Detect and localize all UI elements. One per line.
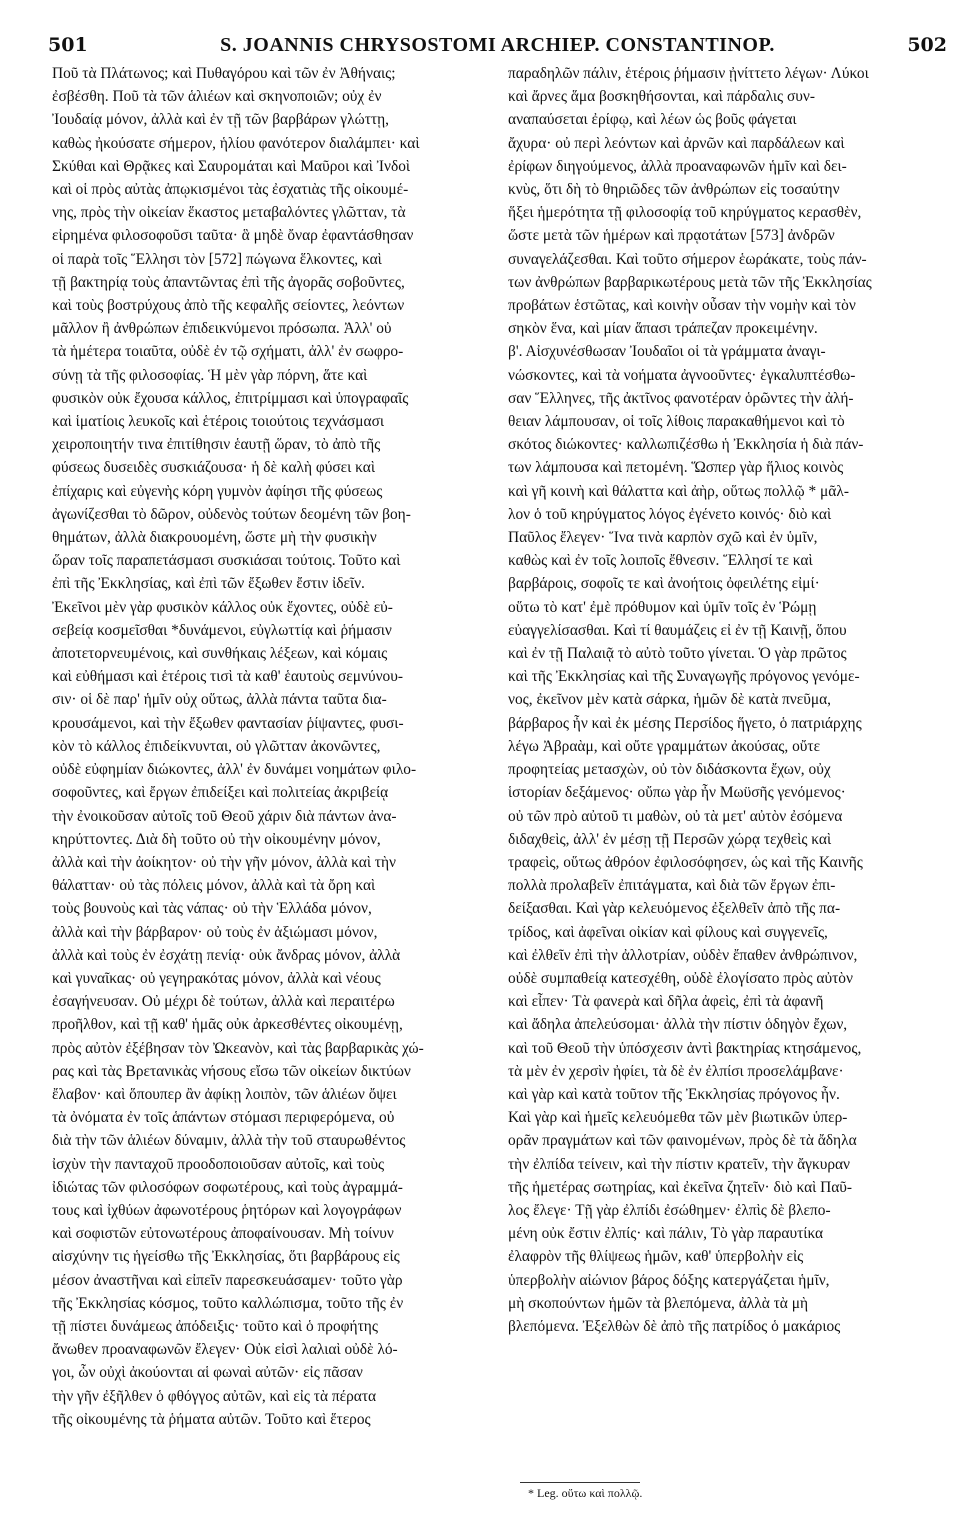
text-line: γοι, ὧν οὐχὶ ἀκούονται αἱ φωναὶ αὐτῶν· εἰς πᾶσαν (52, 1364, 363, 1382)
text-line: καὶ γῆ κοινὴ καὶ θάλαττα καὶ ἀὴρ, οὕτως πολλῷ * μᾶλ- (508, 482, 849, 500)
text-line: καὶ γὰρ καὶ κατὰ τοῦτον τῆς Ἐκκλησίας πρόγονος ἦν. (508, 1085, 840, 1103)
text-line: τὰ ὀνόματα ἐν τοῖς ἁπάντων στόμασι περιφερόμενα, οὐ (52, 1109, 395, 1127)
text-line: σηκὸν ἕνα, καὶ μίαν ἅπασι τράπεζαν προκειμένην. (508, 320, 818, 338)
text-line: τὴν γῆν ἐξῆλθεν ὁ φθόγγος αὐτῶν, καὶ εἰς τὰ πέρατα (52, 1387, 377, 1405)
text-line: μᾶλλον ἢ ἀνθρώπων ἐπιδεικνύμενοι πρόσωπα. Ἀλλ' οὐ (52, 320, 392, 338)
text-line: ἰσχὺν τὴν πανταχοῦ προοδοποιοῦσαν αὐτοῖς, καὶ τοὺς (52, 1155, 385, 1173)
text-line: νης, πρὸς τὴν οἰκείαν ἕκαστος μεταβαλόντες γλῶτταν, τὰ (52, 204, 406, 222)
right-text-column (508, 62, 948, 1338)
text-line: σύνῃ τὰ τῆς φιλοσοφίας. Ἡ μὲν γὰρ πόρνη, ἅτε καὶ (52, 366, 368, 384)
text-line: οὐδὲ συμπαθείᾳ κατεσχέθη, οὐδὲ ἐλογίσατο πρὸς αὐτὸν (508, 969, 853, 987)
text-line: τῆς οἰκουμένης τὰ ῥήματα αὐτῶν. Τοῦτο καὶ ἕτερος (52, 1410, 371, 1428)
text-line: ἥξει ἡμερότητα τῇ φιλοσοφίᾳ τοῦ κηρύγματος κερασθὲν, (508, 204, 862, 222)
page-header (48, 34, 947, 64)
text-line: φύσεως δυσειδὲς συσκιάζουσα· ἡ δὲ καλὴ φύσει καὶ (52, 459, 375, 477)
text-line: των ἀνθρώπων βαρβαρικωτέρους μετὰ τῶν τῆς Ἐκκλησίας (508, 273, 872, 291)
text-line: τους καὶ ἰχθύων ἀφωνοτέρους ῥητόρων καὶ λογογράφων (52, 1201, 402, 1219)
running-title: S. JOANNIS CHRYSOSTOMI ARCHIEP. CONSTANTINOP. (220, 34, 775, 56)
text-line: Σκύθαι καὶ Θρᾷκες καὶ Σαυρομάται καὶ Μαῦροι καὶ Ἰνδοὶ (52, 157, 411, 175)
left-page-number: 501 (48, 34, 88, 56)
text-line: τρίδος, καὶ ἀφεῖναι οἰκίαν καὶ φίλους καὶ συγγενεῖς, (508, 923, 828, 941)
text-line: ὥραν τοῖς παραπετάσμασι συσκιάσαι τούτοις. Τοῦτο καὶ (52, 552, 401, 570)
text-line: τὴν ἐνοικοῦσαν αὐτοῖς τοῦ Θεοῦ χάριν διὰ πάντων ἀνα- (52, 807, 397, 825)
text-line: ἐσαγήνευσαν. Οὐ μέχρι δὲ τούτων, ἀλλὰ καὶ περαιτέρω (52, 993, 395, 1011)
text-line: ἀποτετορνευμένοις, καὶ συνθήκαις λέξεων, καὶ κόμαις (52, 645, 388, 663)
text-line: διδαχθεὶς, ἀλλ' ἐν μέσῃ τῇ Περσῶν χώρᾳ τεχθεὶς καὶ (508, 830, 832, 848)
text-line: καὶ ἐν τῇ Παλαιᾷ τὸ αὐτὸ τοῦτο γίνεται. Ὁ γὰρ πρῶτος (508, 645, 847, 663)
text-line: βάρβαρος ἦν καὶ ἐκ μέσης Περσίδος ἥγετο, ὁ πατριάρχης (508, 714, 862, 732)
text-line: ἄχυρα· οὐ περὶ λεόντων καὶ ἀρνῶν καὶ παρδάλεων καὶ (508, 134, 845, 152)
text-line: αναπαύσεται ἐρίφῳ, καὶ λέων ὡς βοῦς φάγεται (508, 111, 797, 129)
text-line: σιν· οἱ δὲ παρ' ἡμῖν οὐχ οὕτως, ἀλλὰ πάντα ταῦτα δια- (52, 691, 387, 709)
text-line: ἀλλὰ καὶ τοὺς ἐν ἐσχάτῃ πενίᾳ· οὐκ ἄνδρας μόνον, ἀλλὰ (52, 946, 401, 964)
text-line: οὕτω τὸ κατ' ἐμὲ πρόθυμον καὶ ὑμῖν τοῖς ἐν Ῥώμῃ (508, 598, 817, 616)
text-line: πρὸς αὐτὸν ἐξέβησαν τὸν Ὠκεανὸν, καὶ τὰς βαρβαρικὰς χώ- (52, 1039, 424, 1057)
text-line: οἱ παρὰ τοῖς Ἕλλησι τὸν [572] πώγωνα ἕλκοντες, καὶ (52, 250, 382, 268)
text-line: καὶ ἄρνες ἅμα βοσκηθήσονται, καὶ πάρδαλις συν- (508, 88, 815, 106)
text-line: συναγελάζεσθαι. Καὶ τοῦτο σήμερον ἑωράκατε, τοὺς πάν- (508, 250, 867, 268)
text-line: λέγω Ἀβραὰμ, καὶ οὔτε γραμμάτων ἀκούσας, οὔτε (508, 737, 821, 755)
text-line: κρουσάμενοι, καὶ τὴν ἔξωθεν φαντασίαν ῥίψαντες, φυσι- (52, 714, 404, 732)
text-line: οὐ τῶν πρὸ αὐτοῦ τι μαθὼν, οὐ τὰ μετ' αὐτὸν ἐσόμενα (508, 807, 843, 825)
text-line: μὴ σκοπούντων ἡμῶν τὰ βλεπόμενα, ἀλλὰ τὰ μὴ (508, 1294, 809, 1312)
text-line: σεβείᾳ κοσμεῖσθαι *δυνάμενοι, εὐγλωττίᾳ καὶ ῥήμασιν (52, 621, 392, 639)
text-line: τὰ μὲν ἐν χερσὶν ἠφίει, τὰ δὲ ἐν ἐλπίσι προσελάμβανε· (508, 1062, 844, 1080)
text-line: ὥστε μετὰ τῶν ἡμέρων καὶ πρᾳοτάτων [573] ἀνδρῶν (508, 227, 835, 245)
text-line: τῆς ἡμετέρας σωτηρίας, καὶ ἐκεῖνα ζητεῖν· διὸ καὶ Παῦ- (508, 1178, 853, 1196)
text-line: θημάτων, ἀλλὰ διακρουομένη, ὥστε μὴ τὴν φυσικὴν (52, 529, 377, 547)
text-line: κηρύττοντες. Διὰ δὴ τοῦτο οὐ τὴν οἰκουμένην μόνον, (52, 830, 381, 848)
text-line: των λάμπουσα καὶ πετομένη. Ὥσπερ γὰρ ἥλιος κοινὸς (508, 459, 844, 477)
text-line: κὸν τὸ κάλλος ἐπιδείκνυνται, οὐ γλῶτταν ἀκονῶντες, (52, 737, 381, 755)
text-line: μέσον ἀναστῆναι καὶ εἰπεῖν παρεσκευάσαμεν· τοῦτο γὰρ (52, 1271, 403, 1289)
text-line: καὶ ἱματίοις λευκοῖς καὶ ἑτέροις τοιούτοις τεχνάσμασι (52, 413, 385, 431)
text-line: καὶ εἶπεν· Τὰ φανερὰ καὶ δῆλα ἀφεὶς, ἐπὶ τὰ ἀφανῆ (508, 993, 824, 1011)
text-line: τῇ βακτηρίᾳ τοὺς ἀπαντῶντας ἐπὶ τῆς ἀγορᾶς σοβοῦντες, (52, 273, 405, 291)
text-line: ἐρίφων διηγούμενος, ἀλλὰ προαναφωνῶν ἡμῖν καὶ δει- (508, 157, 847, 175)
text-line: ὑπερβολὴν αἰώνιον βάρος δόξης κατεργάζεται ἡμῖν, (508, 1271, 830, 1289)
text-line: σοφοῦντες, καὶ ἔργων ἐπιδείξει καὶ πολιτείας ἀκριβείᾳ (52, 784, 389, 802)
text-line: καὶ γυναῖκας· οὐ γεγηρακότας μόνον, ἀλλὰ καὶ νέους (52, 969, 381, 987)
text-line: Ἐκεῖνοι μὲν γὰρ φυσικὸν κάλλος οὐκ ἔχοντες, οὐδὲ εὐ- (52, 598, 393, 616)
footnote: * Leg. οὕτω καὶ πολλῷ. (528, 1486, 643, 1500)
text-line: θειαν λάμπουσαν, οἱ τοῖς λίθοις παρακαθήμενοι καὶ τὸ (508, 413, 845, 431)
text-line: λον ὁ τοῦ κηρύγματος λόγος ἐγένετο κοινός· διὸ καὶ (508, 505, 832, 523)
text-line: ἀλλὰ καὶ τὴν βάρβαρον· οὐ τοὺς ἐν ἀξιώμασι μόνον, (52, 923, 378, 941)
text-line: τῇ πίστει δυνάμεως ἀπόδειξις· τοῦτο καὶ ὁ προφήτης (52, 1317, 378, 1335)
text-line: μένη οὐκ ἔστιν ἐλπίς· καὶ πάλιν, Τὸ γὰρ παραυτίκα (508, 1225, 824, 1243)
text-line: φυσικὸν οὐκ ἔχουσα κάλλος, ἐπιτρίμμασι καὶ ὑπογραφαῖς (52, 389, 409, 407)
text-line: προβάτων ἑστῶτας, καὶ κοινὴν οὖσαν τὴν νομὴν καὶ τὸν (508, 297, 856, 315)
text-line: βλεπόμενα. Ἐξελθὼν δὲ ἀπὸ τῆς πατρίδος ὁ μακάριος (508, 1317, 841, 1335)
text-line: ἀγωνίζεσθαι τὸ δῶρον, οὐδενὸς τούτων δεομένη τῶν βοη- (52, 505, 411, 523)
text-line: αἰσχύνην τις ἡγείσθω τῆς Ἐκκλησίας, ὅτι βαρβάρους εἰς (52, 1248, 400, 1266)
text-line: καὶ σοφιστῶν εὐτονωτέρους ἀποφαίνουσαν. Μὴ τοίνυν (52, 1225, 394, 1243)
text-line: καὶ τοῦ Θεοῦ τὴν ὑπόσχεσιν ἀντὶ βακτηρίας κτησάμενος, (508, 1039, 862, 1057)
text-line: καὶ ἄδηλα ἀπελεύσομαι· ἀλλὰ τὴν πίστιν ὁδηγὸν ἔχων, (508, 1016, 848, 1034)
text-line: τὰ ἡμέτερα τοιαῦτα, οὐδὲ ἐν τῷ σχήματι, ἀλλ' ἐν σωφρο- (52, 343, 404, 361)
text-line: πολλὰ προλαβεῖν ἐπιτάγματα, καὶ διὰ τῶν ἔργων ἐπι- (508, 877, 836, 895)
text-line: Ἰουδαίᾳ μόνον, ἀλλὰ καὶ ἐν τῇ τῶν βαρβάρων γλώττῃ, (52, 111, 389, 129)
text-line: σαν Ἕλληνες, τῆς ἀκτῖνος φανοτέραν ὁρῶντες τὴν ἀλή- (508, 389, 854, 407)
text-line: β'. Αἰσχυνέσθωσαν Ἰουδαῖοι οἱ τὰ γράμματα ἀναγι- (508, 343, 826, 361)
left-text-column (52, 62, 500, 1431)
text-line: καὶ ἐλθεῖν ἐπὶ τὴν ἀλλοτρίαν, οὐδὲν ἔπαθεν ἀνθρώπινον, (508, 946, 858, 964)
text-line: νώσκοντες, καὶ τὰ νοήματα ἀγνοοῦντες· ἐγκαλυπτέσθω- (508, 366, 856, 384)
text-line: Παῦλος ἔλεγεν· Ἵνα τινὰ καρπὸν σχῶ καὶ ἐν ὑμῖν, (508, 529, 818, 547)
text-line: σκότος διώκοντες· καλλωπιζέσθω ἡ Ἐκκλησία ἡ διὰ πάν- (508, 436, 864, 454)
right-page-number: 502 (907, 34, 947, 56)
text-line: καὶ τοὺς βοστρύχους ἀπὸ τῆς κεφαλῆς σείοντες, λεόντων (52, 297, 405, 315)
text-line: διὰ τὴν τῶν ἁλιέων δύναμιν, ἀλλὰ τὴν τοῦ σταυρωθέντος (52, 1132, 406, 1150)
text-line: ρας καὶ τὰς Βρετανικὰς νήσους εἴσω τῶν οἰκείων δικτύων (52, 1062, 411, 1080)
text-line: ορᾶν πραγμάτων καὶ τῶν φαινομένων, πρὸς δὲ τὰ ἄδηλα (508, 1132, 857, 1150)
text-line: Καὶ γὰρ καὶ ἡμεῖς κελευόμεθα τῶν μὲν βιωτικῶν ὑπερ- (508, 1109, 848, 1127)
text-line: θάλατταν· οὐ τὰς πόλεις μόνον, ἀλλὰ καὶ τὰ ὄρη καὶ (52, 877, 376, 895)
text-line: παραδηλῶν πάλιν, ἑτέροις ῥήμασιν ᾐνίττετο λέγων· Λύκοι (508, 65, 869, 82)
text-line: Ποῦ τὰ Πλάτωνος; καὶ Πυθαγόρου καὶ τῶν ἐν Ἀθήναις; (52, 65, 396, 82)
text-line: ἱστορίαν δεξάμενος· οὔπω γὰρ ἦν Μωϋσῆς γενόμενος· (508, 784, 846, 802)
text-line: καθὼς ἠκούσατε σήμερον, ἡλίου φανότερον διαλάμπει· καὶ (52, 134, 420, 152)
text-line: καὶ τῆς Ἐκκλησίας καὶ τῆς Συναγωγῆς πρόγονος γενόμε- (508, 668, 860, 686)
text-line: δείξασθαι. Καὶ γὰρ κελευόμενος ἐξελθεῖν ἀπὸ τῆς πα- (508, 900, 841, 918)
footnote-divider (520, 1482, 640, 1483)
text-line: τοὺς βουνοὺς καὶ τὰς νάπας· οὐ τὴν Ἑλλάδα μόνον, (52, 900, 372, 918)
text-line: οὐδὲ εὐφημίαν διώκοντες, ἀλλ' ἐν δυνάμει νοημάτων φιλο- (52, 761, 417, 779)
text-line: καθὼς καὶ ἐν τοῖς λοιποῖς ἔθνεσιν. Ἕλλησί τε καὶ (508, 552, 813, 570)
text-line: τῆς Ἐκκλησίας κόσμος, τοῦτο καλλώπισμα, τοῦτο τῆς ἐν (52, 1294, 404, 1312)
text-line: προφητείας μετασχὼν, οὐ τὸν διδάσκοντα ἔχων, οὐχ (508, 761, 831, 779)
text-line: ἐσβέσθη. Ποῦ τὰ τῶν ἁλιέων καὶ σκηνοποιῶν; οὐχ ἐν (52, 88, 382, 106)
text-line: ἐλαφρὸν τῆς θλίψεως ἡμῶν, καθ' ὑπερβολὴν εἰς (508, 1248, 804, 1266)
text-line: καὶ οἱ πρὸς αὐτὰς ἀπῳκισμένοι τὰς ἐσχατιὰς τῆς οἰκουμέ- (52, 181, 409, 199)
text-line: ἄνωθεν προαναφωνῶν ἔλεγεν· Οὐκ εἰσὶ λαλιαὶ οὐδὲ λό- (52, 1341, 398, 1359)
text-line: τραφεὶς, οὕτως ἀθρόον ἐφιλοσόφησεν, ὡς καὶ τῆς Καινῆς (508, 853, 863, 871)
text-line: λος ἔλεγε· Τῇ γὰρ ἐλπίδι ἐσώθημεν· ἐλπὶς δὲ βλεπο- (508, 1201, 831, 1219)
text-line: ἀλλὰ καὶ τὴν ἀοίκητον· οὐ τὴν γῆν μόνον, ἀλλὰ καὶ τὴν (52, 853, 397, 871)
text-line: ἐπὶ τῆς Ἐκκλησίας, καὶ ἐπὶ τῶν ἔξωθεν ἔστιν ἰδεῖν. (52, 575, 365, 593)
text-line: βαρβάροις, σοφοῖς τε καὶ ἀνοήτοις ὀφειλέτης εἰμί· (508, 575, 820, 593)
text-line: ἔλαβον· καὶ ὅπουπερ ἂν ἀφίκῃ λοιπὸν, τῶν ἁλιέων ὄψει (52, 1085, 397, 1103)
text-line: εὐαγγελίσασθαι. Καὶ τί θαυμάζεις εἰ ἐν τῇ Καινῇ, ὅπου (508, 621, 847, 639)
text-line: εἰρημένα φιλοσοφοῦσι ταῦτα· ἃ μηδὲ ὄναρ ἐφαντάσθησαν (52, 227, 414, 245)
text-line: κνὺς, ὅτι δὴ τὸ θηριῶδες τῶν ἀνθρώπων εἰς τοσαύτην (508, 181, 840, 199)
text-line: χειροποιητήν τινα ἐπιτίθησιν ἑαυτῇ ὥραν, τὸ ἀπὸ τῆς (52, 436, 381, 454)
text-line: ἰδιώτας τῶν φιλοσόφων σοφωτέρους, καὶ τοὺς ἀγραμμά- (52, 1178, 403, 1196)
text-line: καὶ εὐθήμασι καὶ ἑτέροις τισὶ τὰ καθ' ἑαυτοὺς σεμνύνου- (52, 668, 403, 686)
text-line: προῆλθον, καὶ τῇ καθ' ἡμᾶς οὐκ ἀρκεσθέντες οἰκουμένῃ, (52, 1016, 403, 1034)
text-line: τὴν ἐλπίδα τείνειν, καὶ τὴν πίστιν κρατεῖν, τὴν ἄγκυραν (508, 1155, 851, 1173)
text-line: ἐπίχαρις καὶ εὐγενὴς κόρη γυμνὸν ἀφίησι τῆς φύσεως (52, 482, 383, 500)
text-line: νος, ἐκεῖνον μὲν κατὰ σάρκα, ἡμῶν δὲ κατὰ πνεῦμα, (508, 691, 832, 709)
